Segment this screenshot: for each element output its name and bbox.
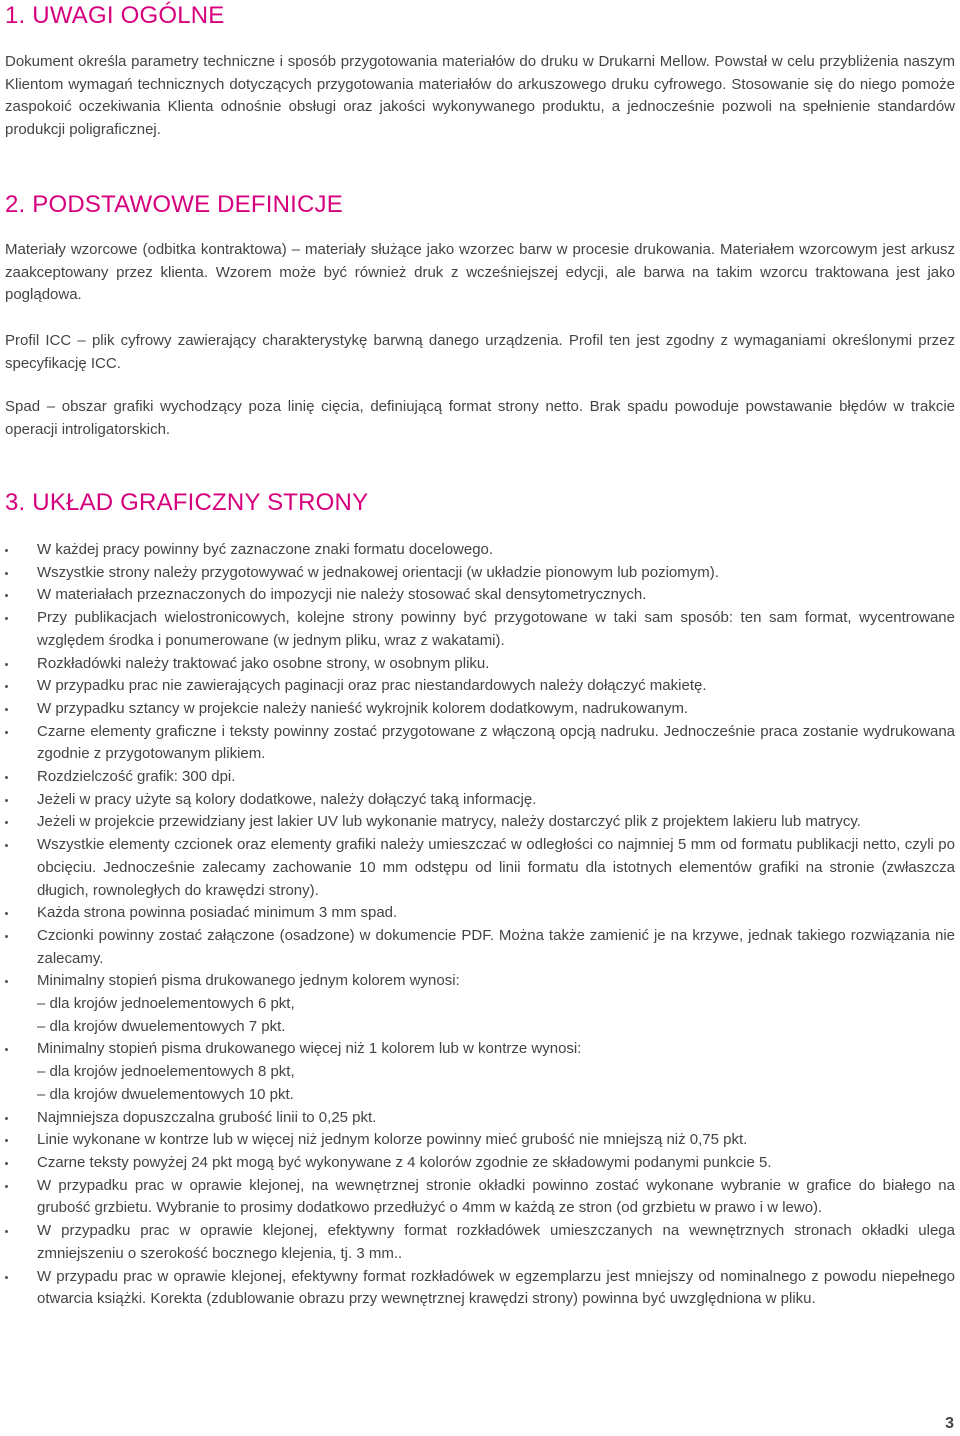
- bullet-icon: [5, 799, 8, 802]
- section-3-heading: 3. UKŁAD GRAFICZNY STRONY: [5, 489, 369, 516]
- requirements-list: [5, 539, 955, 1311]
- list-item: Linie wykonane w kontrze lub w więcej niż jednym kolorze powinny mieć grubość nie mniejszą niż 0,75 pkt.: [5, 1129, 955, 1152]
- list-item: Najmniejsza dopuszczalna grubość linii to 0,25 pkt.: [5, 1107, 955, 1130]
- definition-paragraph-1: Materiały wzorcowe (odbitka kontraktowa) – materiały służące jako wzorzec barw w procesie drukowania. Materiałem wzorcowym jest arkusz zaakceptowany przez klienta. Wzorem może być również druk z wcześniejszej edycji, ale barwa na takim wzorcu traktowana jest jako poglądowa.: [5, 241, 955, 304]
- bullet-icon: [5, 731, 8, 734]
- list-item: Czarne teksty powyżej 24 pkt mogą być wykonywane z 4 kolorów zgodnie ze składowymi podanymi punkcie 5.: [5, 1152, 955, 1175]
- definition-paragraph-2: Profil ICC – plik cyfrowy zawierający charakterystykę barwną danego urządzenia. Profil ten jest zgodny z wymaganiami określonymi przez specyfikację ICC.: [5, 332, 955, 372]
- bullet-icon: [5, 821, 8, 824]
- section-2-heading: 2. PODSTAWOWE DEFINICJE: [5, 191, 343, 218]
- bullet-icon: [5, 776, 8, 779]
- list-item: Rozkładówki należy traktować jako osobne strony, w osobnym pliku.: [5, 653, 955, 676]
- list-item: W przypadku prac w oprawie klejonej, efektywny format rozkładówek umieszczanych na wewnętrznych stronach okładki ulega zmniejszeniu o szerokość bocznego klejenia, tj. 3 mm..: [5, 1220, 955, 1265]
- list-item: Czarne elementy graficzne i teksty powinny zostać przygotowane z włączoną opcją nadruku. Jednocześnie praca zostanie wydrukowana zgodnie z przygotowanym plikiem.: [5, 721, 955, 766]
- bullet-icon: [5, 844, 8, 847]
- bullet-icon: [5, 708, 8, 711]
- bullet-icon: [5, 1230, 8, 1233]
- bullet-icon: [5, 1276, 8, 1279]
- list-item: W materiałach przeznaczonych do impozycji nie należy stosować skal densytometrycznych.: [5, 584, 955, 607]
- list-item: W przypadku prac w oprawie klejonej, na wewnętrznej stronie okładki powinno zostać wykonane wybranie w grafice do białego na grubość grzbietu. Wybranie to prosimy dodatkowo przedłużyć o 4mm w każdą ze stron (od grzbietu w prawo i w lewo).: [5, 1175, 955, 1220]
- bullet-icon: [5, 1048, 8, 1051]
- sub-item: – dla krojów jednoelementowych 6 pkt,: [37, 995, 295, 1013]
- bullet-icon: [5, 1139, 8, 1142]
- section-1-heading: 1. UWAGI OGÓLNE: [5, 2, 225, 29]
- bullet-icon: [5, 980, 8, 983]
- bullet-icon: [5, 1185, 8, 1188]
- bullet-icon: [5, 1117, 8, 1120]
- sub-item: – dla krojów dwuelementowych 10 pkt.: [37, 1085, 294, 1103]
- list-item: Rozdzielczość grafik: 300 dpi.: [5, 766, 955, 789]
- list-item: Jeżeli w projekcie przewidziany jest lakier UV lub wykonanie matrycy, należy dostarczyć plik z projektem lakieru lub matrycy.: [5, 811, 955, 834]
- bullet-icon: [5, 1162, 8, 1165]
- bullet-icon: [5, 685, 8, 688]
- list-item: Przy publikacjach wielostronicowych, kolejne strony powinny być przygotowane w taki sam sposób: ten sam format, wycentrowane względem środka i ponumerowane (w jednym pliku, wraz z wakatami).: [5, 607, 955, 652]
- bullet-icon: [5, 549, 8, 552]
- list-item: Wszystkie strony należy przygotowywać w jednakowej orientacji (w układzie pionowym lub poziomym).: [5, 562, 955, 585]
- list-item: Jeżeli w pracy użyte są kolory dodatkowe, należy dołączyć taką informację.: [5, 789, 955, 812]
- list-item: Każda strona powinna posiadać minimum 3 mm spad.: [5, 902, 955, 925]
- list-item: W przypadku sztancy w projekcie należy nanieść wykrojnik kolorem dodatkowym, nadrukowanym.: [5, 698, 955, 721]
- list-item: Wszystkie elementy czcionek oraz elementy grafiki należy umieszczać w odległości co najmniej 5 mm od formatu publikacji netto, czyli po obcięciu. Jednocześnie zalecamy zachowanie 10 mm odstępu od linii formatu dla istotnych elementów grafiki na stronie (zwłaszcza długich, rownoległych do krawędzi strony).: [5, 834, 955, 902]
- bullet-icon: [5, 572, 8, 575]
- definition-paragraph-3: Spad – obszar grafiki wychodzący poza linię cięcia, definiującą format strony netto. Brak spadu powoduje powstawanie błędów w trakcie operacji introligatorskich.: [5, 398, 955, 438]
- list-item: W przypadu prac w oprawie klejonej, efektywny format rozkładówek w egzemplarzu jest mniejszy od nominalnego z powodu niepełnego otwarcia książki. Korekta (zdublowanie obrazu przy wewnętrznej krawędzi strony) powinna być uwzględniona w pliku.: [5, 1266, 955, 1311]
- bullet-icon: [5, 594, 8, 597]
- sub-item: – dla krojów dwuelementowych 7 pkt.: [37, 1017, 286, 1035]
- sub-item: – dla krojów jednoelementowych 8 pkt,: [37, 1063, 295, 1081]
- section-1-paragraph: Dokument określa parametry techniczne i sposób przygotowania materiałów do druku w Drukarni Mellow. Powstał w celu przybliżenia naszym Klientom wymagań technicznych dotyczących przygotowania materiałów do arkuszowego druku cyfrowego. Stosowanie się do niego pomoże zaspokoić oczekiwania Klienta odnośnie obsługi oraz jakości wykonywanego produktu, a jednocześnie pozwoli na spełnienie standardów produkcji poligraficznej.: [5, 53, 955, 138]
- bullet-icon: [5, 663, 8, 666]
- bullet-icon: [5, 617, 8, 620]
- list-item: Minimalny stopień pisma drukowanego więcej niż 1 kolorem lub w kontrze wynosi: – dla krojów jednoelementowych 8 pkt, – dla krojów dwuelementowych 10 pkt.: [5, 1038, 955, 1106]
- list-item: Minimalny stopień pisma drukowanego jednym kolorem wynosi: – dla krojów jednoelementowych 6 pkt, – dla krojów dwuelementowych 7 pkt.: [5, 970, 955, 1038]
- page-number: 3: [945, 1415, 954, 1432]
- bullet-icon: [5, 912, 8, 915]
- list-item: W każdej pracy powinny być zaznaczone znaki formatu docelowego.: [5, 539, 955, 562]
- list-item: Czcionki powinny zostać załączone (osadzone) w dokumencie PDF. Można także zamienić je na krzywe, jednak takiego rozwiązania nie zalecamy.: [5, 925, 955, 970]
- list-item: W przypadku prac nie zawierających paginacji oraz prac niestandardowych należy dołączyć makietę.: [5, 675, 955, 698]
- bullet-icon: [5, 935, 8, 938]
